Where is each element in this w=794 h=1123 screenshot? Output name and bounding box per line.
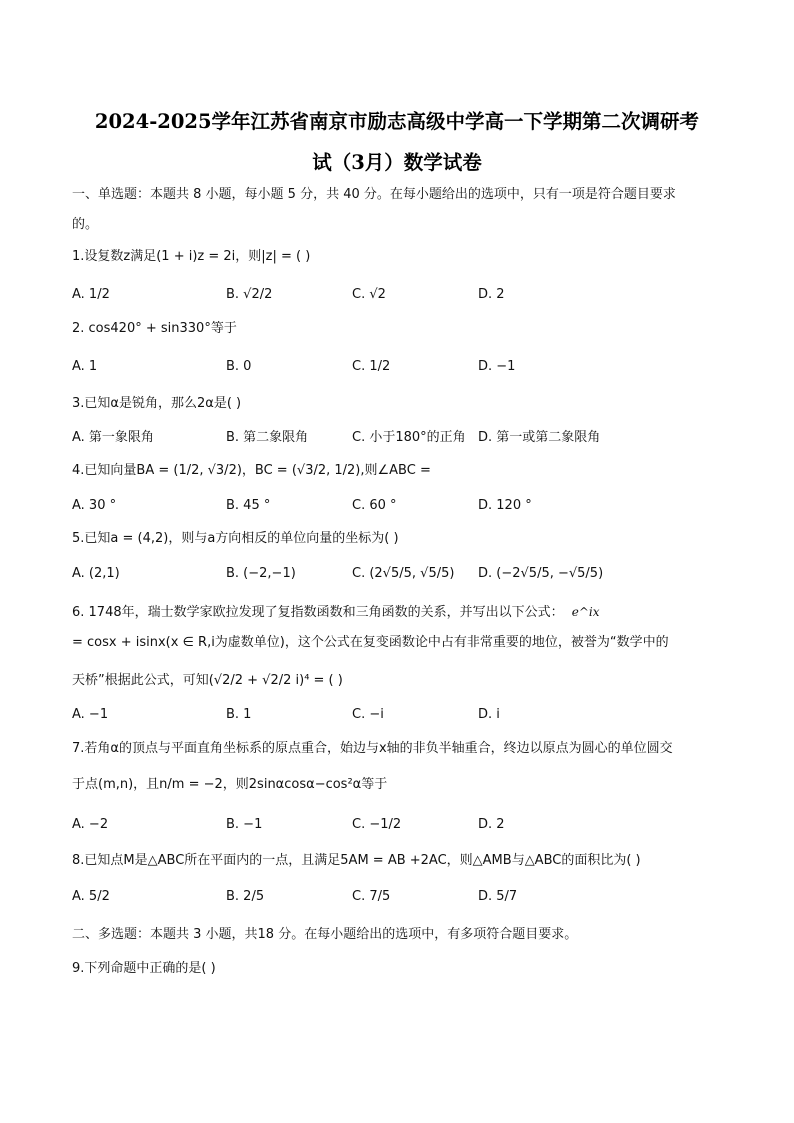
option-d: D. 2 xyxy=(478,287,505,302)
option-a: A. 第一象限角 xyxy=(72,430,154,445)
option-c: C. −i xyxy=(352,707,384,722)
exam-title-line-2: 试（3月）数学试卷 xyxy=(312,151,482,174)
option-c: C. 7/5 xyxy=(352,889,391,904)
section-2-heading: 二、多选题：本题共 3 小题，共18 分。在每小题给出的选项中，有多项符合题目要求。 xyxy=(72,927,578,942)
question-7-options xyxy=(72,817,734,837)
option-b: B. 2/5 xyxy=(226,889,265,904)
section-1-heading: 一、单选题：本题共 8 小题，每小题 5 分，共 40 分。在每小题给出的选项中，只有一项是符合题目要求 xyxy=(72,187,676,202)
question-6-line-3: 天桥”根据此公式，可知(√2/2 + √2/2 i)⁴ = ( ) xyxy=(72,673,343,688)
question-6-options xyxy=(72,707,734,727)
question-2-options xyxy=(72,359,734,379)
option-b: B. (−2,−1) xyxy=(226,566,296,581)
question-7-line-1: 7.若角α的顶点与平面直角坐标系的原点重合，始边与x轴的非负半轴重合，终边以原点为圆心的单位圆交 xyxy=(72,741,673,756)
option-a: A. −2 xyxy=(72,817,109,832)
question-6-text: 6. 1748年，瑞士数学家欧拉发现了复指数函数和三角函数的关系，并写出以下公式： xyxy=(72,605,564,620)
question-8: 8.已知点M是△ABC所在平面内的一点，且满足5AM = AB +2AC，则△AMB与△ABC的面积比为( ) xyxy=(72,853,641,868)
option-a: A. (2,1) xyxy=(72,566,120,581)
option-c: C. −1/2 xyxy=(352,817,402,832)
question-5: 5.已知a = (4,2)，则与a方向相反的单位向量的坐标为( ) xyxy=(72,531,399,546)
question-3-options xyxy=(72,426,734,446)
question-1: 1.设复数z满足(1 + i)z = 2i，则|z| = ( ) xyxy=(72,249,311,264)
euler-formula: e^ix xyxy=(571,605,600,619)
question-4-options xyxy=(72,498,734,518)
option-b: B. 0 xyxy=(226,359,252,374)
question-2: 2. cos420° + sin330°等于 xyxy=(72,321,237,336)
option-d: D. i xyxy=(478,707,500,722)
option-b: B. 第二象限角 xyxy=(226,430,309,445)
question-3: 3.已知α是锐角，那么2α是( ) xyxy=(72,396,242,411)
option-c: C. 60 ° xyxy=(352,498,397,513)
question-6-line-2: = cosx + isinx(x ∈ R,i为虚数单位)，这个公式在复变函数论中占有非常重要的地位，被誉为“数学中的 xyxy=(72,635,669,650)
option-a: A. 30 ° xyxy=(72,498,117,513)
question-7-line-2: 于点(m,n)，且n/m = −2，则2sinαcosα−cos²α等于 xyxy=(72,777,388,792)
option-a: A. −1 xyxy=(72,707,109,722)
option-b: B. √2/2 xyxy=(226,287,273,302)
question-8-options xyxy=(72,889,734,909)
exam-title-line-1: 2024-2025学年江苏省南京市励志高级中学高一下学期第二次调研考 xyxy=(94,110,700,133)
option-c: C. √2 xyxy=(352,287,386,302)
option-a: A. 1/2 xyxy=(72,287,110,302)
section-1-heading-cont: 的。 xyxy=(72,217,99,232)
option-d: D. 120 ° xyxy=(478,498,532,513)
question-9: 9.下列命题中正确的是( ) xyxy=(72,961,216,976)
option-b: B. −1 xyxy=(226,817,263,832)
question-1-options xyxy=(72,287,734,307)
option-d: D. 2 xyxy=(478,817,505,832)
option-b: B. 45 ° xyxy=(226,498,271,513)
option-d: D. 第一或第二象限角 xyxy=(478,430,601,445)
option-c: C. (2√5/5, √5/5) xyxy=(352,566,455,581)
option-b: B. 1 xyxy=(226,707,252,722)
question-6-line-1 xyxy=(72,603,724,622)
question-4: 4.已知向量BA = (1/2, √3/2)，BC = (√3/2, 1/2),则∠ABC = xyxy=(72,463,431,478)
option-c: C. 1/2 xyxy=(352,359,391,374)
option-a: A. 5/2 xyxy=(72,889,110,904)
question-5-options xyxy=(72,566,734,586)
option-a: A. 1 xyxy=(72,359,98,374)
option-d: D. −1 xyxy=(478,359,516,374)
option-c: C. 小于180°的正角 xyxy=(352,430,466,445)
option-d: D. (−2√5/5, −√5/5) xyxy=(478,566,604,581)
option-d: D. 5/7 xyxy=(478,889,518,904)
